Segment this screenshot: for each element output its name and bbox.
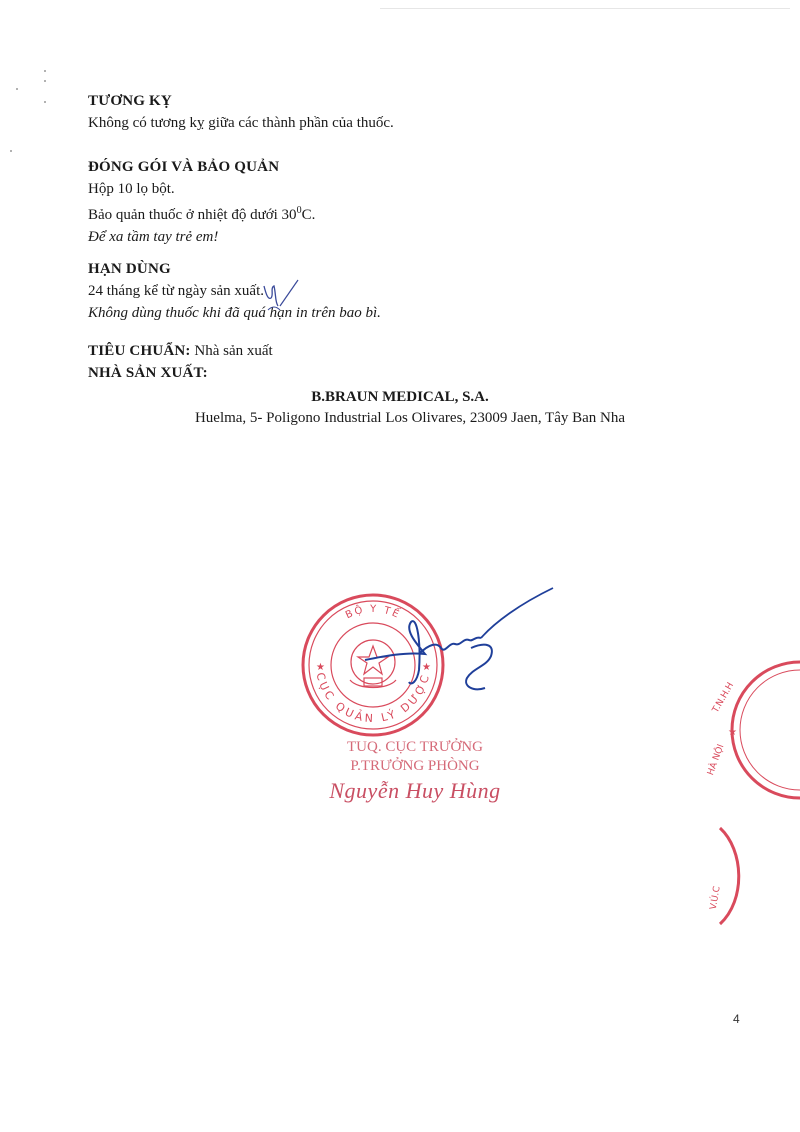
seal-bottom-text: CỤC QUẢN LÝ DƯỢC	[313, 671, 433, 726]
partial-stamp-text: V.Ú.C	[708, 885, 723, 911]
signer-title-line1: TUQ. CỤC TRƯỞNG	[347, 739, 483, 755]
partial-stamp-text: HÀ NỘI	[706, 743, 727, 777]
scan-speck	[44, 101, 46, 103]
section-tuong-ky	[88, 90, 708, 134]
scan-speck	[44, 80, 46, 82]
section-heading: TƯƠNG KỴ	[88, 93, 172, 109]
section-dong-goi	[88, 156, 708, 248]
svg-text:★: ★	[422, 662, 431, 673]
signature-block	[300, 738, 530, 806]
section-text: Không dùng thuốc khi đã quá hạn in trên bao bì.	[88, 305, 381, 321]
handwritten-signature	[345, 582, 565, 712]
section-heading: ĐÓNG GÓI VÀ BẢO QUẢN	[88, 159, 280, 175]
section-heading: HẠN DÙNG	[88, 261, 171, 277]
manufacturer-label: NHÀ SẢN XUẤT:	[88, 365, 208, 381]
section-text: 24 tháng kể từ ngày sản xuất.	[88, 283, 265, 299]
section-text: Để xa tầm tay trẻ em!	[88, 229, 219, 245]
standard-value: Nhà sản xuất	[190, 343, 273, 359]
partial-company-stamp	[700, 660, 800, 800]
handwritten-initial-mark	[262, 276, 302, 320]
partial-company-stamp	[700, 820, 800, 930]
top-border-line	[380, 8, 790, 9]
section-han-dung	[88, 258, 708, 324]
partial-stamp-text: T.N.H.H	[710, 681, 737, 715]
seal-top-text: BỘ Y TẾ	[343, 603, 403, 622]
standard-label: TIÊU CHUẨN:	[88, 343, 191, 359]
section-tieu-chuan	[88, 340, 708, 384]
page-number: 4	[733, 1012, 740, 1026]
storage-temperature-text: Bảo quản thuốc ở nhiệt độ dưới $30^0C$.	[88, 205, 316, 223]
scan-speck	[10, 150, 12, 152]
scan-speck	[44, 70, 46, 72]
section-text: Hộp 10 lọ bột.	[88, 181, 175, 197]
signer-title-line2: P.TRƯỞNG PHÒNG	[350, 758, 480, 774]
manufacturer-name: B.BRAUN MEDICAL, S.A.	[311, 389, 489, 405]
section-text: Không có tương kỵ giữa các thành phần của thuốc.	[88, 115, 394, 131]
star-icon: ★	[728, 727, 737, 738]
signer-name: Nguyễn Huy Hùng	[329, 778, 501, 803]
svg-text:★: ★	[316, 662, 325, 673]
manufacturer-address: Huelma, 5- Poligono Industrial Los Olivares, 23009 Jaen, Tây Ban Nha	[194, 410, 626, 426]
scan-speck	[16, 88, 18, 90]
